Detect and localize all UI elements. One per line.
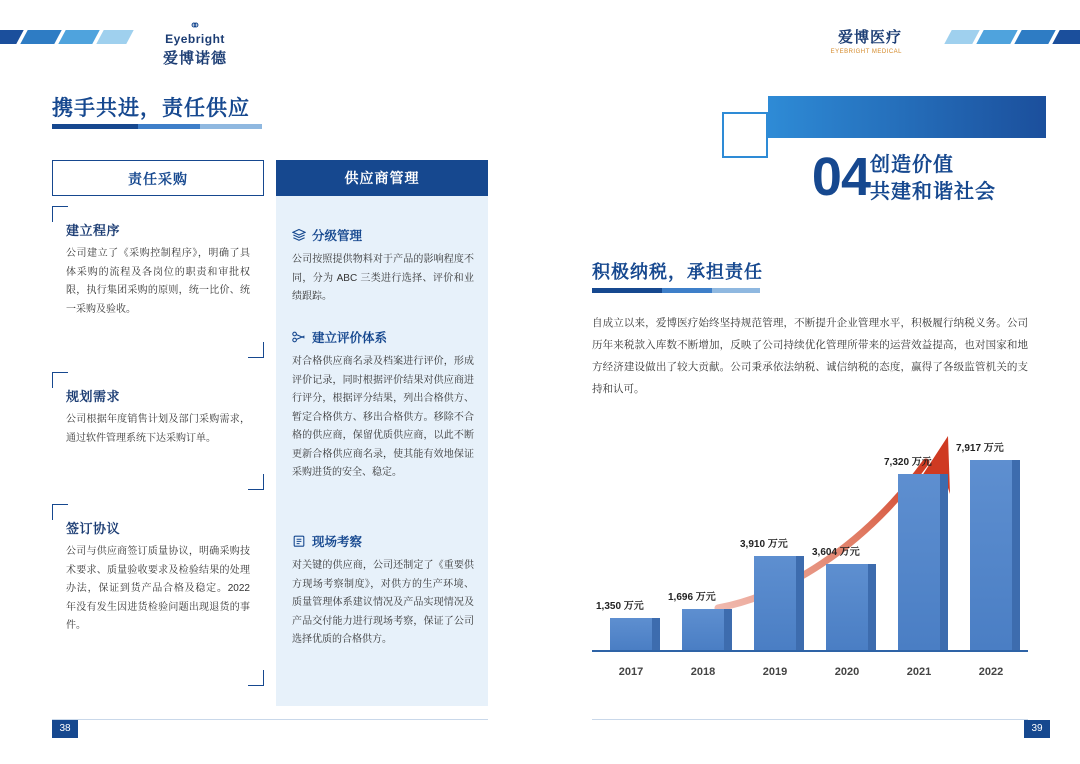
logo-cn-text: 爱博诺德 [162, 50, 227, 67]
x-label-2020: 2020 [834, 666, 860, 678]
card-title: 签订协议 [66, 521, 121, 536]
bar-label-2022: 7,917 万元 [956, 443, 1004, 454]
section-title: 积极纳税，承担责任 [592, 262, 763, 282]
header-bar-r2 [1014, 30, 1055, 44]
card-bracket-bottomright [248, 474, 264, 490]
underline-seg-2 [138, 124, 200, 129]
eyebright-medical-logo [831, 26, 902, 55]
x-label-2018: 2018 [690, 666, 716, 678]
bar-label-2019: 3,910 万元 [740, 539, 788, 550]
bar-2022 [970, 460, 1012, 650]
x-label-2017: 2017 [618, 666, 644, 678]
item-heading [292, 226, 474, 244]
title-underline [52, 124, 262, 129]
item-title: 建立评价体系 [312, 331, 388, 345]
layers-icon [292, 228, 306, 242]
chart-baseline [592, 650, 1028, 652]
x-label-2022: 2022 [978, 666, 1004, 678]
bar-2021 [898, 474, 940, 650]
bar-2019 [754, 556, 796, 650]
right-page [540, 0, 1080, 764]
logo-en-text: EYEBRIGHT MEDICAL [830, 49, 902, 55]
bar-2017-side [652, 618, 660, 650]
bar-label-2020: 3,604 万元 [812, 547, 860, 558]
bar-label-2018: 1,696 万元 [668, 592, 716, 603]
header-decoration-right [900, 30, 1080, 50]
header-bar-2 [20, 30, 61, 44]
item-title: 分级管理 [312, 229, 363, 243]
card-body: 公司根据年度销售计划及部门采购需求，通过软件管理系统下达采购订单。 [66, 414, 250, 444]
underline-seg-3 [200, 124, 262, 129]
logo-en-text: Eyebright [165, 32, 225, 46]
card-title: 规划需求 [66, 389, 121, 404]
bar-2019-side [796, 556, 804, 650]
column-header-supplier-management: 供应商管理 [276, 160, 488, 196]
section-body-text: 自成立以来，爱博医疗始终坚持规范管理，不断提升企业管理水平，积极履行纳税义务。公司历年来税款入库数不断增加，反映了公司持续优化管理所带来的运营效益提高，也对国家和地方经济建设做出了较大贡献。公司秉承依法纳税、诚信纳税的态度，赢得了各级监管机关的支持和认可。 [592, 317, 1028, 396]
chapter-decoration [706, 96, 1046, 158]
bar-2020 [826, 564, 868, 650]
section-underline [592, 288, 760, 293]
bar-2021-side [940, 474, 948, 650]
page-number-right: 39 [1024, 720, 1050, 738]
item-heading [292, 532, 474, 550]
card-body: 公司建立了《采购控制程序》，明确了具体采购的流程及各岗位的职责和审批权限，执行集团采购的原则，统一比价、统一采购及验收。 [66, 248, 250, 315]
chapter-title-line1: 创造价值 [870, 154, 954, 176]
header-bar-r1 [1052, 30, 1080, 44]
footer-rule [52, 719, 488, 720]
bar-2018 [682, 609, 724, 650]
chapter-number: 04 [811, 147, 870, 207]
item-body: 公司按照提供物料对于产品的影响程度不同，分为 ABC 三类进行选择、评价和业绩跟踪。 [292, 254, 474, 302]
chapter-title-line2: 共建和谐社会 [870, 181, 996, 203]
card-bracket-bottomright [248, 342, 264, 358]
eyebright-logo: ⚭ Eyebright 爱博诺德 [140, 18, 250, 68]
header-bar-r4 [944, 30, 979, 44]
card-bracket-topleft [52, 206, 68, 222]
bar-2017 [610, 618, 652, 650]
item-tiered-management [292, 226, 474, 307]
bar-2018-side [724, 609, 732, 650]
underline-seg-3 [712, 288, 760, 293]
chapter-bar [768, 96, 1046, 138]
item-heading [292, 328, 474, 346]
column-header-responsible-procurement: 责任采购 [52, 160, 264, 196]
chapter-title [870, 152, 1050, 206]
card-sign-agreement [52, 504, 264, 686]
bar-2022-side [1012, 460, 1020, 650]
header-bar-r3 [976, 30, 1017, 44]
page-title: 携手共进，责任供应 [52, 97, 250, 120]
card-bracket-topleft [52, 372, 68, 388]
x-label-2021: 2021 [906, 666, 932, 678]
bar-label-2021: 7,320 万元 [884, 457, 932, 468]
item-evaluation-system [292, 328, 474, 483]
card-title: 建立程序 [66, 223, 121, 238]
clipboard-icon [292, 534, 306, 548]
underline-seg-1 [592, 288, 662, 293]
logo-cn-text: 爱博医疗 [837, 29, 902, 46]
card-establish-procedure [52, 206, 264, 358]
bar-2020-side [868, 564, 876, 650]
item-body: 对关键的供应商，公司还制定了《重要供方现场考察制度》，对供方的生产环境、质量管理体系建议情况及产品实现情况及产品交付能力进行现场考察，保证了公司选择优质的合格供方。 [292, 560, 474, 645]
item-site-inspection [292, 532, 474, 650]
underline-seg-1 [52, 124, 138, 129]
tax-revenue-bar-chart [592, 420, 1028, 690]
x-label-2019: 2019 [762, 666, 788, 678]
bar-label-2017: 1,350 万元 [596, 601, 644, 612]
header-bar-4 [96, 30, 133, 44]
footer-rule [592, 719, 1028, 720]
card-body: 公司与供应商签订质量协议，明确采购技术要求、质量验收要求及检验结果的处理办法，保证到货产品合格及稳定。2022 年没有发生因进货检验问题出现退货的事件。 [66, 546, 250, 631]
underline-seg-2 [662, 288, 712, 293]
chapter-square-outline [722, 112, 768, 158]
header-bar-3 [58, 30, 99, 44]
card-bracket-bottomright [248, 670, 264, 686]
network-icon [292, 330, 306, 344]
item-body: 对合格供应商名录及档案进行评价，形成评价记录，同时根据评价结果对供应商进行评分，根据评分结果，列出合格供方、暂定合格供方、移出合格供方。移除不合格的供应商，保留优质供应商，以此不断更新合格供应商名录，使其能有效地保证采购进货的安全、稳定。 [292, 356, 474, 478]
page-number-left: 38 [52, 720, 78, 738]
card-bracket-topleft [52, 504, 68, 520]
card-plan-requirements [52, 372, 264, 490]
item-title: 现场考察 [312, 535, 363, 549]
